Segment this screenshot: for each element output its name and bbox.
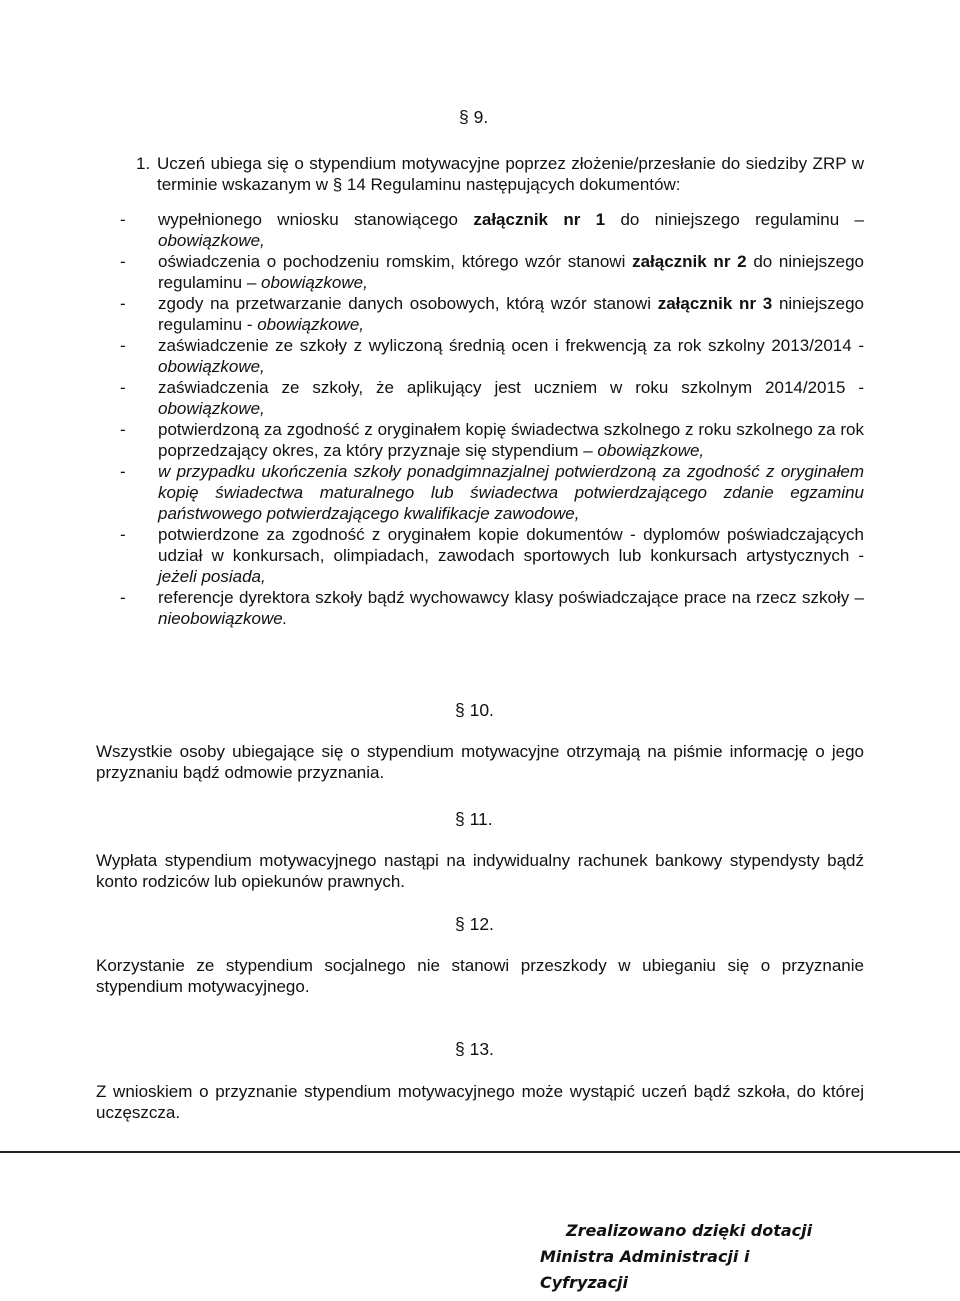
requirement-status: obowiązkowe,	[158, 399, 265, 418]
list-dash: -	[120, 210, 126, 229]
list-item-text: potwierdzone za zgodność z oryginałem kopie dokumentów - dyplomów poświadczających udział w konkursach, olimpiadach, zawodach sportowych lub konkursach artystycznych -	[158, 525, 864, 565]
footer-divider	[0, 1151, 960, 1153]
requirement-status: obowiązkowe,	[158, 357, 265, 376]
list-dash: -	[120, 252, 126, 271]
section-9-intro: Uczeń ubiega się o stypendium motywacyjne poprzez złożenie/przesłanie do siedziby ZRP w terminie wskazanym w § 14 Regulaminu następujących dokumentów:	[157, 154, 864, 194]
item-number: 1.	[136, 154, 151, 173]
list-item	[120, 587, 864, 629]
list-item-text: do niniejszego regulaminu –	[158, 252, 864, 292]
section-10-heading: § 10.	[455, 700, 494, 720]
funding-note	[540, 1218, 840, 1296]
list-item	[120, 461, 864, 524]
list-item	[120, 524, 864, 587]
list-item	[120, 293, 864, 335]
list-item-text: wypełnionego wniosku stanowiącego	[158, 210, 474, 229]
list-item-text: zaświadczenia ze szkoły, że aplikujący jest uczniem w roku szkolnym 2014/2015 -	[158, 378, 864, 397]
section-12-text: Korzystanie ze stypendium socjalnego nie stanowi przeszkody w ubieganiu się o przyznanie stypendium motywacyjnego.	[96, 956, 864, 996]
section-11-heading: § 11.	[455, 809, 493, 829]
requirement-status: obowiązkowe,	[257, 315, 364, 334]
list-dash: -	[120, 420, 126, 439]
section-13-text: Z wnioskiem o przyznanie stypendium motywacyjnego może wystąpić uczeń bądź szkoła, do której uczęszcza.	[96, 1082, 864, 1122]
attachment-reference: załącznik nr 2	[632, 252, 747, 271]
requirement-status: nieobowiązkowe.	[158, 609, 288, 628]
requirement-status: obowiązkowe,	[158, 231, 265, 250]
section-11-text: Wypłata stypendium motywacyjnego nastąpi na indywidualny rachunek bankowy stypendysty bądź konto rodziców lub opiekunów prawnych.	[96, 851, 864, 891]
attachment-reference: załącznik nr 3	[657, 294, 773, 313]
funding-note-line-1: Zrealizowano dzięki dotacji	[566, 1221, 813, 1240]
list-item-text: do niniejszego regulaminu –	[605, 210, 865, 229]
list-item-text: zaświadczenie ze szkoły z wyliczoną średnią ocen i frekwencją za rok szkolny 2013/2014 -	[158, 336, 864, 355]
list-dash: -	[120, 462, 126, 481]
requirement-status: obowiązkowe,	[261, 273, 368, 292]
list-item-text: potwierdzoną za zgodność z oryginałem kopię świadectwa szkolnego z roku szkolnego za rok poprzedzający okres, za który przyznaje się stypendium –	[158, 420, 864, 460]
requirement-status: obowiązkowe,	[597, 441, 705, 460]
funding-note-line-2: Ministra Administracji i Cyfryzacji	[540, 1247, 750, 1292]
list-item	[120, 209, 864, 251]
list-item-text: referencje dyrektora szkoły bądź wychowawcy klasy poświadczające prace na rzecz szkoły –	[158, 588, 864, 607]
list-dash: -	[120, 525, 126, 544]
list-item-text: niniejszego regulaminu -	[158, 294, 865, 334]
section-9-paragraph-1	[136, 153, 864, 195]
list-dash: -	[120, 336, 126, 355]
list-item-text: oświadczenia o pochodzeniu romskim, którego wzór stanowi	[158, 252, 633, 271]
section-9-heading: § 9.	[459, 107, 489, 127]
list-item	[120, 251, 864, 293]
list-dash: -	[120, 294, 126, 313]
list-item	[120, 419, 864, 461]
list-dash: -	[120, 588, 126, 607]
requirement-status: w przypadku ukończenia szkoły ponadgimnazjalnej potwierdzoną za zgodność z oryginałem kopię świadectwa maturalnego lub świadectwa potwierdzającego zdanie egzaminu państwowego potwierdzającego kwalifikacje zawodowe,	[158, 462, 864, 523]
list-item	[120, 335, 864, 377]
section-10-text: Wszystkie osoby ubiegające się o stypendium motywacyjne otrzymają na piśmie informację o jego przyznaniu bądź odmowie przyznania.	[96, 742, 864, 782]
section-13-heading: § 13.	[455, 1039, 494, 1059]
requirement-status: jeżeli posiada,	[158, 567, 266, 586]
list-item	[120, 377, 864, 419]
attachment-reference: załącznik nr 1	[473, 210, 606, 229]
list-item-text: zgody na przetwarzanie danych osobowych, którą wzór stanowi	[158, 294, 658, 313]
required-documents-list	[120, 209, 864, 629]
list-dash: -	[120, 378, 126, 397]
section-12-heading: § 12.	[455, 914, 494, 934]
